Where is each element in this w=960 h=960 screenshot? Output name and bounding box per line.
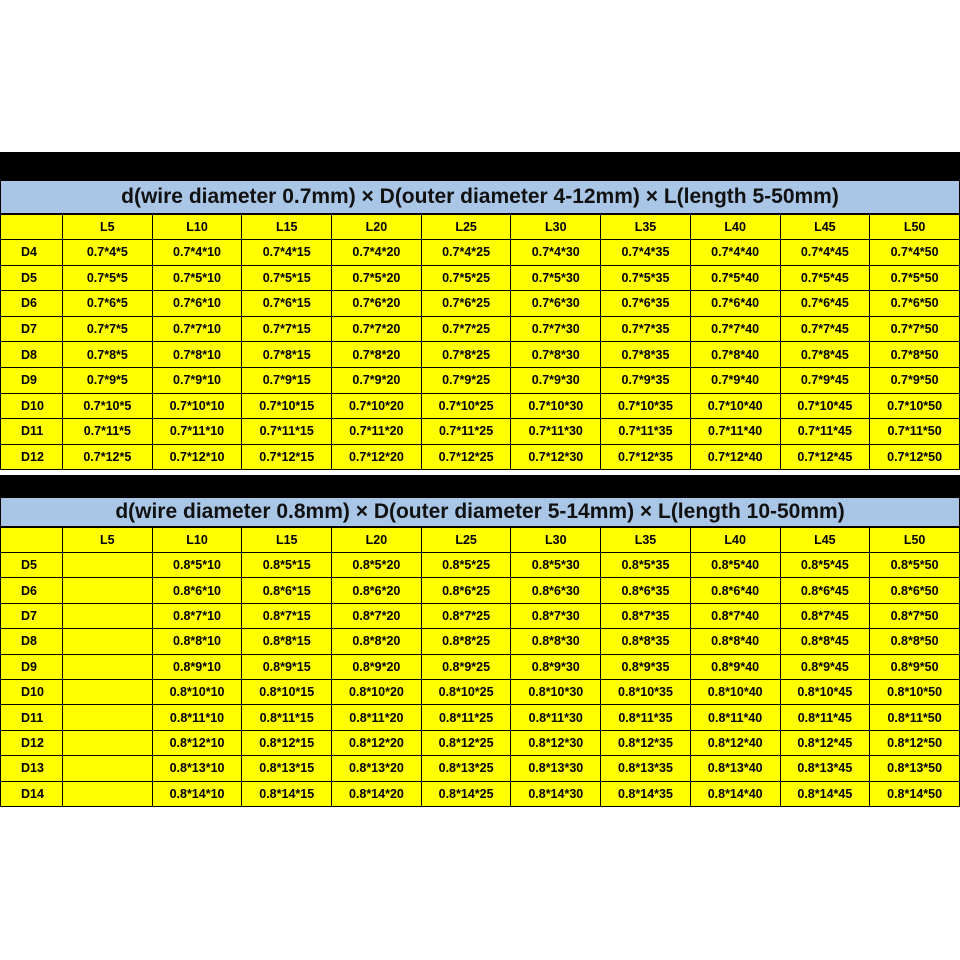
table-cell: 0.7*5*5 (63, 265, 153, 291)
column-header: L20 (332, 215, 422, 240)
table-cell: 0.8*14*10 (152, 781, 242, 806)
table-cell: 0.7*10*45 (780, 393, 870, 419)
column-header: L30 (511, 528, 601, 553)
spring-size-table-0.7mm (0, 214, 960, 470)
table-cell: 0.8*5*25 (421, 553, 511, 578)
table-cell: 0.7*4*40 (690, 240, 780, 266)
table-cell: 0.7*11*20 (332, 419, 422, 445)
table-cell: 0.8*9*40 (690, 654, 780, 679)
table-cell: 0.8*12*25 (421, 730, 511, 755)
table-cell: 0.7*7*20 (332, 316, 422, 342)
table-cell: 0.8*8*15 (242, 629, 332, 654)
table-cell: 0.7*4*15 (242, 240, 332, 266)
table-row (1, 419, 960, 445)
table-row (1, 265, 960, 291)
table-cell: 0.8*10*25 (421, 679, 511, 704)
table-cell: 0.7*9*5 (63, 367, 153, 393)
table-cell: 0.7*4*35 (601, 240, 691, 266)
table-cell: 0.8*8*25 (421, 629, 511, 654)
table-row (1, 291, 960, 317)
table-cell: 0.8*13*35 (601, 756, 691, 781)
table-cell: 0.7*6*25 (421, 291, 511, 317)
table-cell: 0.7*5*25 (421, 265, 511, 291)
table-row (1, 603, 960, 628)
table-cell: 0.7*6*10 (152, 291, 242, 317)
row-header: D6 (1, 578, 63, 603)
table-cell: 0.7*5*15 (242, 265, 332, 291)
table-cell: 0.8*6*25 (421, 578, 511, 603)
table-cell: 0.8*12*20 (332, 730, 422, 755)
table-cell: 0.8*12*45 (780, 730, 870, 755)
table-cell: 0.8*13*30 (511, 756, 601, 781)
table-cell: 0.7*5*35 (601, 265, 691, 291)
corner-cell (1, 528, 63, 553)
table-cell: 0.8*14*35 (601, 781, 691, 806)
table-cell: 0.8*9*45 (780, 654, 870, 679)
column-header: L5 (63, 215, 153, 240)
row-header: D10 (1, 393, 63, 419)
table-cell: 0.7*8*15 (242, 342, 332, 368)
table-cell: 0.8*11*50 (870, 705, 960, 730)
table-cell: 0.7*8*30 (511, 342, 601, 368)
table-row (1, 679, 960, 704)
table-cell: 0.8*6*40 (690, 578, 780, 603)
table-cell: 0.8*12*40 (690, 730, 780, 755)
table-cell: 0.7*4*30 (511, 240, 601, 266)
table-cell: 0.7*10*5 (63, 393, 153, 419)
table-row (1, 444, 960, 470)
table-cell: 0.8*11*20 (332, 705, 422, 730)
table-cell: 0.8*7*45 (780, 603, 870, 628)
table-cell: 0.7*12*30 (511, 444, 601, 470)
table-cell: 0.8*13*20 (332, 756, 422, 781)
table-cell: 0.8*6*20 (332, 578, 422, 603)
table-row (1, 240, 960, 266)
table-cell: 0.7*11*25 (421, 419, 511, 445)
table-cell: 0.8*14*50 (870, 781, 960, 806)
middle-black-band (0, 475, 960, 497)
table-cell: 0.7*10*20 (332, 393, 422, 419)
table-cell: 0.8*7*25 (421, 603, 511, 628)
column-header: L20 (332, 528, 422, 553)
table-cell: 0.8*12*35 (601, 730, 691, 755)
table-cell: 0.7*6*5 (63, 291, 153, 317)
column-header: L15 (242, 528, 332, 553)
table-cell: 0.8*11*10 (152, 705, 242, 730)
row-header: D5 (1, 553, 63, 578)
column-header: L5 (63, 528, 153, 553)
table-cell: 0.7*6*45 (780, 291, 870, 317)
table-cell: 0.8*7*30 (511, 603, 601, 628)
table-cell: 0.8*6*45 (780, 578, 870, 603)
row-header: D7 (1, 316, 63, 342)
table-cell: 0.8*9*25 (421, 654, 511, 679)
table-cell: 0.7*12*15 (242, 444, 332, 470)
table-cell: 0.7*7*40 (690, 316, 780, 342)
table-cell (63, 781, 153, 806)
table-cell: 0.8*12*50 (870, 730, 960, 755)
table-cell: 0.8*5*50 (870, 553, 960, 578)
table-cell: 0.7*5*20 (332, 265, 422, 291)
table-cell: 0.8*5*30 (511, 553, 601, 578)
table-cell: 0.7*9*45 (780, 367, 870, 393)
table-cell: 0.7*5*45 (780, 265, 870, 291)
table-cell: 0.7*5*40 (690, 265, 780, 291)
table-cell: 0.7*7*10 (152, 316, 242, 342)
table-cell: 0.8*9*15 (242, 654, 332, 679)
corner-cell (1, 215, 63, 240)
table-cell: 0.7*8*25 (421, 342, 511, 368)
table-cell (63, 553, 153, 578)
table-cell: 0.8*7*40 (690, 603, 780, 628)
table-cell: 0.8*9*50 (870, 654, 960, 679)
row-header: D11 (1, 419, 63, 445)
table-cell: 0.8*12*30 (511, 730, 601, 755)
table-cell: 0.8*8*20 (332, 629, 422, 654)
table-cell: 0.7*6*35 (601, 291, 691, 317)
table-row (1, 705, 960, 730)
table-cell: 0.7*12*45 (780, 444, 870, 470)
row-header: D5 (1, 265, 63, 291)
table-cell (63, 603, 153, 628)
table-cell: 0.7*6*50 (870, 291, 960, 317)
table-cell: 0.7*11*50 (870, 419, 960, 445)
table-cell: 0.8*7*20 (332, 603, 422, 628)
table-cell: 0.8*9*20 (332, 654, 422, 679)
row-header: D10 (1, 679, 63, 704)
table-cell: 0.7*10*40 (690, 393, 780, 419)
table-cell: 0.8*12*15 (242, 730, 332, 755)
table-row (1, 578, 960, 603)
table-cell: 0.7*10*15 (242, 393, 332, 419)
table-cell: 0.8*8*45 (780, 629, 870, 654)
table-cell: 0.7*12*50 (870, 444, 960, 470)
row-header: D12 (1, 730, 63, 755)
table-cell: 0.7*12*5 (63, 444, 153, 470)
table-cell: 0.8*8*10 (152, 629, 242, 654)
table-cell: 0.7*10*30 (511, 393, 601, 419)
table-cell: 0.7*8*10 (152, 342, 242, 368)
table-cell: 0.7*9*50 (870, 367, 960, 393)
table-cell: 0.7*12*20 (332, 444, 422, 470)
table-cell: 0.8*10*40 (690, 679, 780, 704)
table-cell (63, 629, 153, 654)
top-black-band (0, 152, 960, 180)
table-row (1, 553, 960, 578)
row-header: D13 (1, 756, 63, 781)
table-cell: 0.7*4*10 (152, 240, 242, 266)
table-cell: 0.8*14*25 (421, 781, 511, 806)
table-cell: 0.8*5*35 (601, 553, 691, 578)
row-header: D11 (1, 705, 63, 730)
row-header: D7 (1, 603, 63, 628)
table-cell: 0.8*10*45 (780, 679, 870, 704)
table-cell: 0.7*12*25 (421, 444, 511, 470)
table-cell (63, 756, 153, 781)
table-cell: 0.8*8*35 (601, 629, 691, 654)
table-cell: 0.8*14*20 (332, 781, 422, 806)
table-cell: 0.7*7*5 (63, 316, 153, 342)
row-header: D8 (1, 629, 63, 654)
table-cell: 0.8*5*45 (780, 553, 870, 578)
table-cell: 0.8*5*20 (332, 553, 422, 578)
table-cell: 0.8*14*45 (780, 781, 870, 806)
table-cell: 0.7*5*30 (511, 265, 601, 291)
table-cell: 0.7*6*20 (332, 291, 422, 317)
table-cell: 0.7*11*35 (601, 419, 691, 445)
table-row (1, 629, 960, 654)
table-cell: 0.8*7*15 (242, 603, 332, 628)
table-cell: 0.7*11*10 (152, 419, 242, 445)
header-row (1, 528, 960, 553)
table-cell: 0.8*11*15 (242, 705, 332, 730)
column-header: L15 (242, 215, 332, 240)
table-cell: 0.7*4*20 (332, 240, 422, 266)
column-header: L25 (421, 215, 511, 240)
table-cell: 0.8*11*45 (780, 705, 870, 730)
table-cell: 0.8*6*50 (870, 578, 960, 603)
table-cell: 0.8*8*40 (690, 629, 780, 654)
table-cell: 0.7*11*5 (63, 419, 153, 445)
table-cell: 0.8*13*10 (152, 756, 242, 781)
table-cell: 0.7*7*25 (421, 316, 511, 342)
table-cell: 0.8*7*10 (152, 603, 242, 628)
table-cell: 0.7*5*50 (870, 265, 960, 291)
table-cell: 0.7*12*40 (690, 444, 780, 470)
table-cell: 0.7*4*5 (63, 240, 153, 266)
table-cell: 0.8*10*35 (601, 679, 691, 704)
table-cell: 0.7*8*35 (601, 342, 691, 368)
table-row (1, 756, 960, 781)
table-cell (63, 705, 153, 730)
table-row (1, 316, 960, 342)
table-cell: 0.8*6*35 (601, 578, 691, 603)
table-cell: 0.7*4*45 (780, 240, 870, 266)
column-header: L35 (601, 215, 691, 240)
table-cell: 0.7*9*20 (332, 367, 422, 393)
row-header: D6 (1, 291, 63, 317)
column-header: L25 (421, 528, 511, 553)
table-cell: 0.7*11*15 (242, 419, 332, 445)
table-cell: 0.7*4*25 (421, 240, 511, 266)
table-cell: 0.7*7*35 (601, 316, 691, 342)
table-cell: 0.8*10*50 (870, 679, 960, 704)
table-row (1, 654, 960, 679)
table-cell: 0.7*6*15 (242, 291, 332, 317)
column-header: L50 (870, 528, 960, 553)
table-cell: 0.7*10*10 (152, 393, 242, 419)
table-cell: 0.8*9*10 (152, 654, 242, 679)
table-cell: 0.7*9*10 (152, 367, 242, 393)
table-cell: 0.7*8*50 (870, 342, 960, 368)
column-header: L10 (152, 215, 242, 240)
table-cell: 0.7*12*10 (152, 444, 242, 470)
table-cell: 0.7*10*50 (870, 393, 960, 419)
table-cell: 0.7*11*40 (690, 419, 780, 445)
table-cell: 0.8*7*50 (870, 603, 960, 628)
table-cell: 0.8*5*40 (690, 553, 780, 578)
table-cell: 0.8*10*10 (152, 679, 242, 704)
table-row (1, 342, 960, 368)
table-cell (63, 654, 153, 679)
column-header: L30 (511, 215, 601, 240)
table-cell: 0.7*7*30 (511, 316, 601, 342)
table-row (1, 367, 960, 393)
table-cell: 0.8*12*10 (152, 730, 242, 755)
table-cell: 0.8*5*15 (242, 553, 332, 578)
column-header: L40 (690, 528, 780, 553)
row-header: D12 (1, 444, 63, 470)
table2-title: d(wire diameter 0.8mm) × D(outer diameter 5-14mm) × L(length 10-50mm) (0, 497, 960, 527)
table-cell: 0.7*7*50 (870, 316, 960, 342)
table-cell: 0.8*10*20 (332, 679, 422, 704)
table-cell: 0.8*6*30 (511, 578, 601, 603)
table-cell: 0.7*9*35 (601, 367, 691, 393)
table-cell: 0.8*7*35 (601, 603, 691, 628)
table-cell: 0.7*12*35 (601, 444, 691, 470)
table-cell: 0.8*11*25 (421, 705, 511, 730)
table-cell: 0.7*10*25 (421, 393, 511, 419)
table-cell: 0.7*6*30 (511, 291, 601, 317)
header-row (1, 215, 960, 240)
column-header: L40 (690, 215, 780, 240)
table-cell: 0.7*4*50 (870, 240, 960, 266)
table-cell (63, 578, 153, 603)
table-cell: 0.7*10*35 (601, 393, 691, 419)
column-header: L50 (870, 215, 960, 240)
table-row (1, 781, 960, 806)
table-cell: 0.7*8*20 (332, 342, 422, 368)
table-cell: 0.7*9*40 (690, 367, 780, 393)
table-cell: 0.8*13*15 (242, 756, 332, 781)
table-cell: 0.7*7*15 (242, 316, 332, 342)
table-cell (63, 730, 153, 755)
table-cell: 0.8*13*25 (421, 756, 511, 781)
column-header: L45 (780, 528, 870, 553)
table-cell: 0.7*9*30 (511, 367, 601, 393)
row-header: D14 (1, 781, 63, 806)
table-cell: 0.8*6*10 (152, 578, 242, 603)
row-header: D9 (1, 367, 63, 393)
table-row (1, 393, 960, 419)
table-cell: 0.7*5*10 (152, 265, 242, 291)
table-cell: 0.8*13*40 (690, 756, 780, 781)
table-cell: 0.8*13*50 (870, 756, 960, 781)
table-cell: 0.8*8*50 (870, 629, 960, 654)
table-cell: 0.8*6*15 (242, 578, 332, 603)
table1-title: d(wire diameter 0.7mm) × D(outer diameter 4-12mm) × L(length 5-50mm) (0, 180, 960, 214)
table-cell: 0.8*14*30 (511, 781, 601, 806)
table-cell: 0.7*7*45 (780, 316, 870, 342)
table-cell: 0.8*11*30 (511, 705, 601, 730)
row-header: D8 (1, 342, 63, 368)
table-cell: 0.8*8*30 (511, 629, 601, 654)
table-cell: 0.7*8*40 (690, 342, 780, 368)
column-header: L45 (780, 215, 870, 240)
table-cell (63, 679, 153, 704)
spring-size-table-0.8mm (0, 527, 960, 807)
table-cell: 0.8*14*15 (242, 781, 332, 806)
table-row (1, 730, 960, 755)
table-cell: 0.8*11*35 (601, 705, 691, 730)
table-cell: 0.7*6*40 (690, 291, 780, 317)
table-cell: 0.7*9*25 (421, 367, 511, 393)
table-cell: 0.7*11*45 (780, 419, 870, 445)
table-cell: 0.7*8*5 (63, 342, 153, 368)
table-cell: 0.8*9*30 (511, 654, 601, 679)
row-header: D9 (1, 654, 63, 679)
table-cell: 0.8*10*30 (511, 679, 601, 704)
table-cell: 0.7*8*45 (780, 342, 870, 368)
table-cell: 0.7*9*15 (242, 367, 332, 393)
table-cell: 0.8*11*40 (690, 705, 780, 730)
row-header: D4 (1, 240, 63, 266)
table-cell: 0.8*5*10 (152, 553, 242, 578)
column-header: L35 (601, 528, 691, 553)
table-cell: 0.7*11*30 (511, 419, 601, 445)
table-cell: 0.8*13*45 (780, 756, 870, 781)
table-cell: 0.8*9*35 (601, 654, 691, 679)
table-cell: 0.8*14*40 (690, 781, 780, 806)
table-cell: 0.8*10*15 (242, 679, 332, 704)
column-header: L10 (152, 528, 242, 553)
